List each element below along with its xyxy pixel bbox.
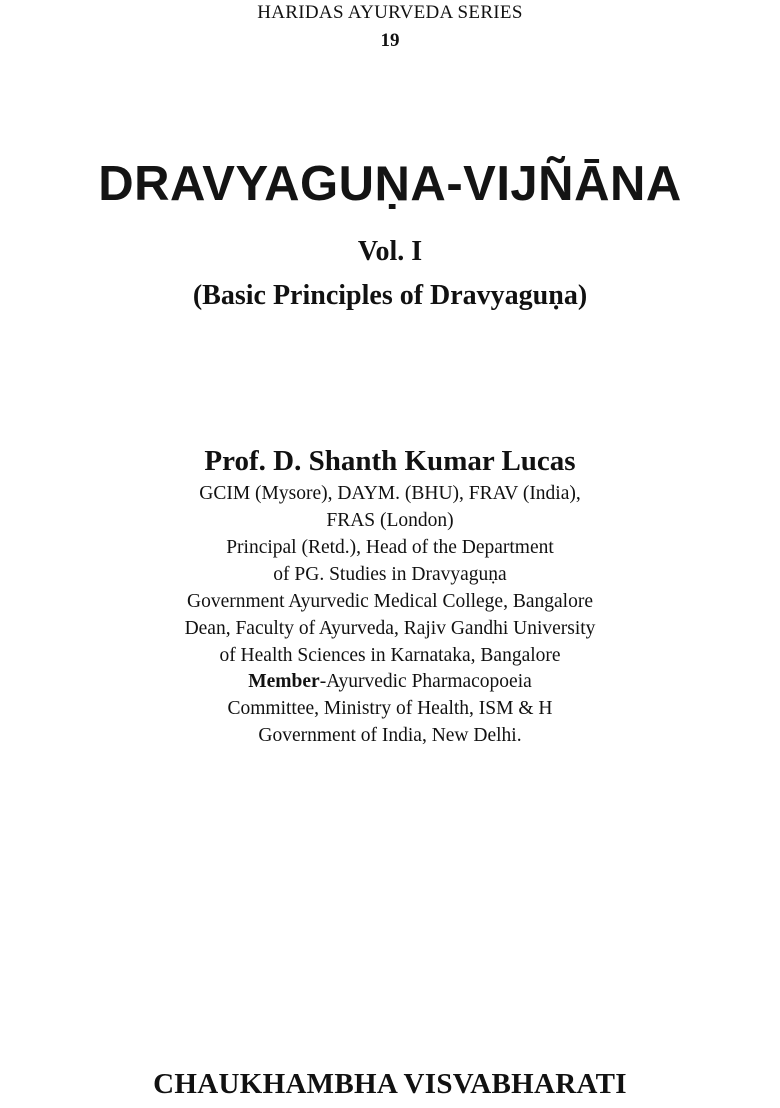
author-member-line [0,671,780,693]
series-name: HARIDAS AYURVEDA SERIES [257,2,523,23]
author-credential-line: Principal (Retd.), Head of the Department [226,537,554,558]
member-label: Member [248,671,320,692]
volume-label: Vol. I [357,236,423,267]
member-text: -Ayurvedic Pharmacopoeia [319,671,532,692]
author-credential-line: GCIM (Mysore), DAYM. (BHU), FRAV (India), [199,483,581,504]
author-credential-line: of Health Sciences in Karnataka, Bangalore [219,645,561,666]
author-credential-line: Government Ayurvedic Medical College, Bangalore [187,591,593,612]
author-credential-line: FRAS (London) [326,510,454,531]
publisher-name: CHAUKHAMBHA VISVABHARATI [153,1068,627,1100]
book-title: DRAVYAGUṆA-VIJÑĀNA [98,157,682,211]
author-name: Prof. D. Shanth Kumar Lucas [204,445,576,477]
author-credential-line: Government of India, New Delhi. [258,725,522,746]
author-credential-line: of PG. Studies in Dravyaguṇa [273,564,507,585]
series-number: 19 [380,30,400,51]
author-credential-line: Dean, Faculty of Ayurveda, Rajiv Gandhi University [184,618,596,639]
author-credential-line: Committee, Ministry of Health, ISM & H [227,698,553,719]
subtitle: (Basic Principles of Dravyaguṇa) [192,280,588,311]
